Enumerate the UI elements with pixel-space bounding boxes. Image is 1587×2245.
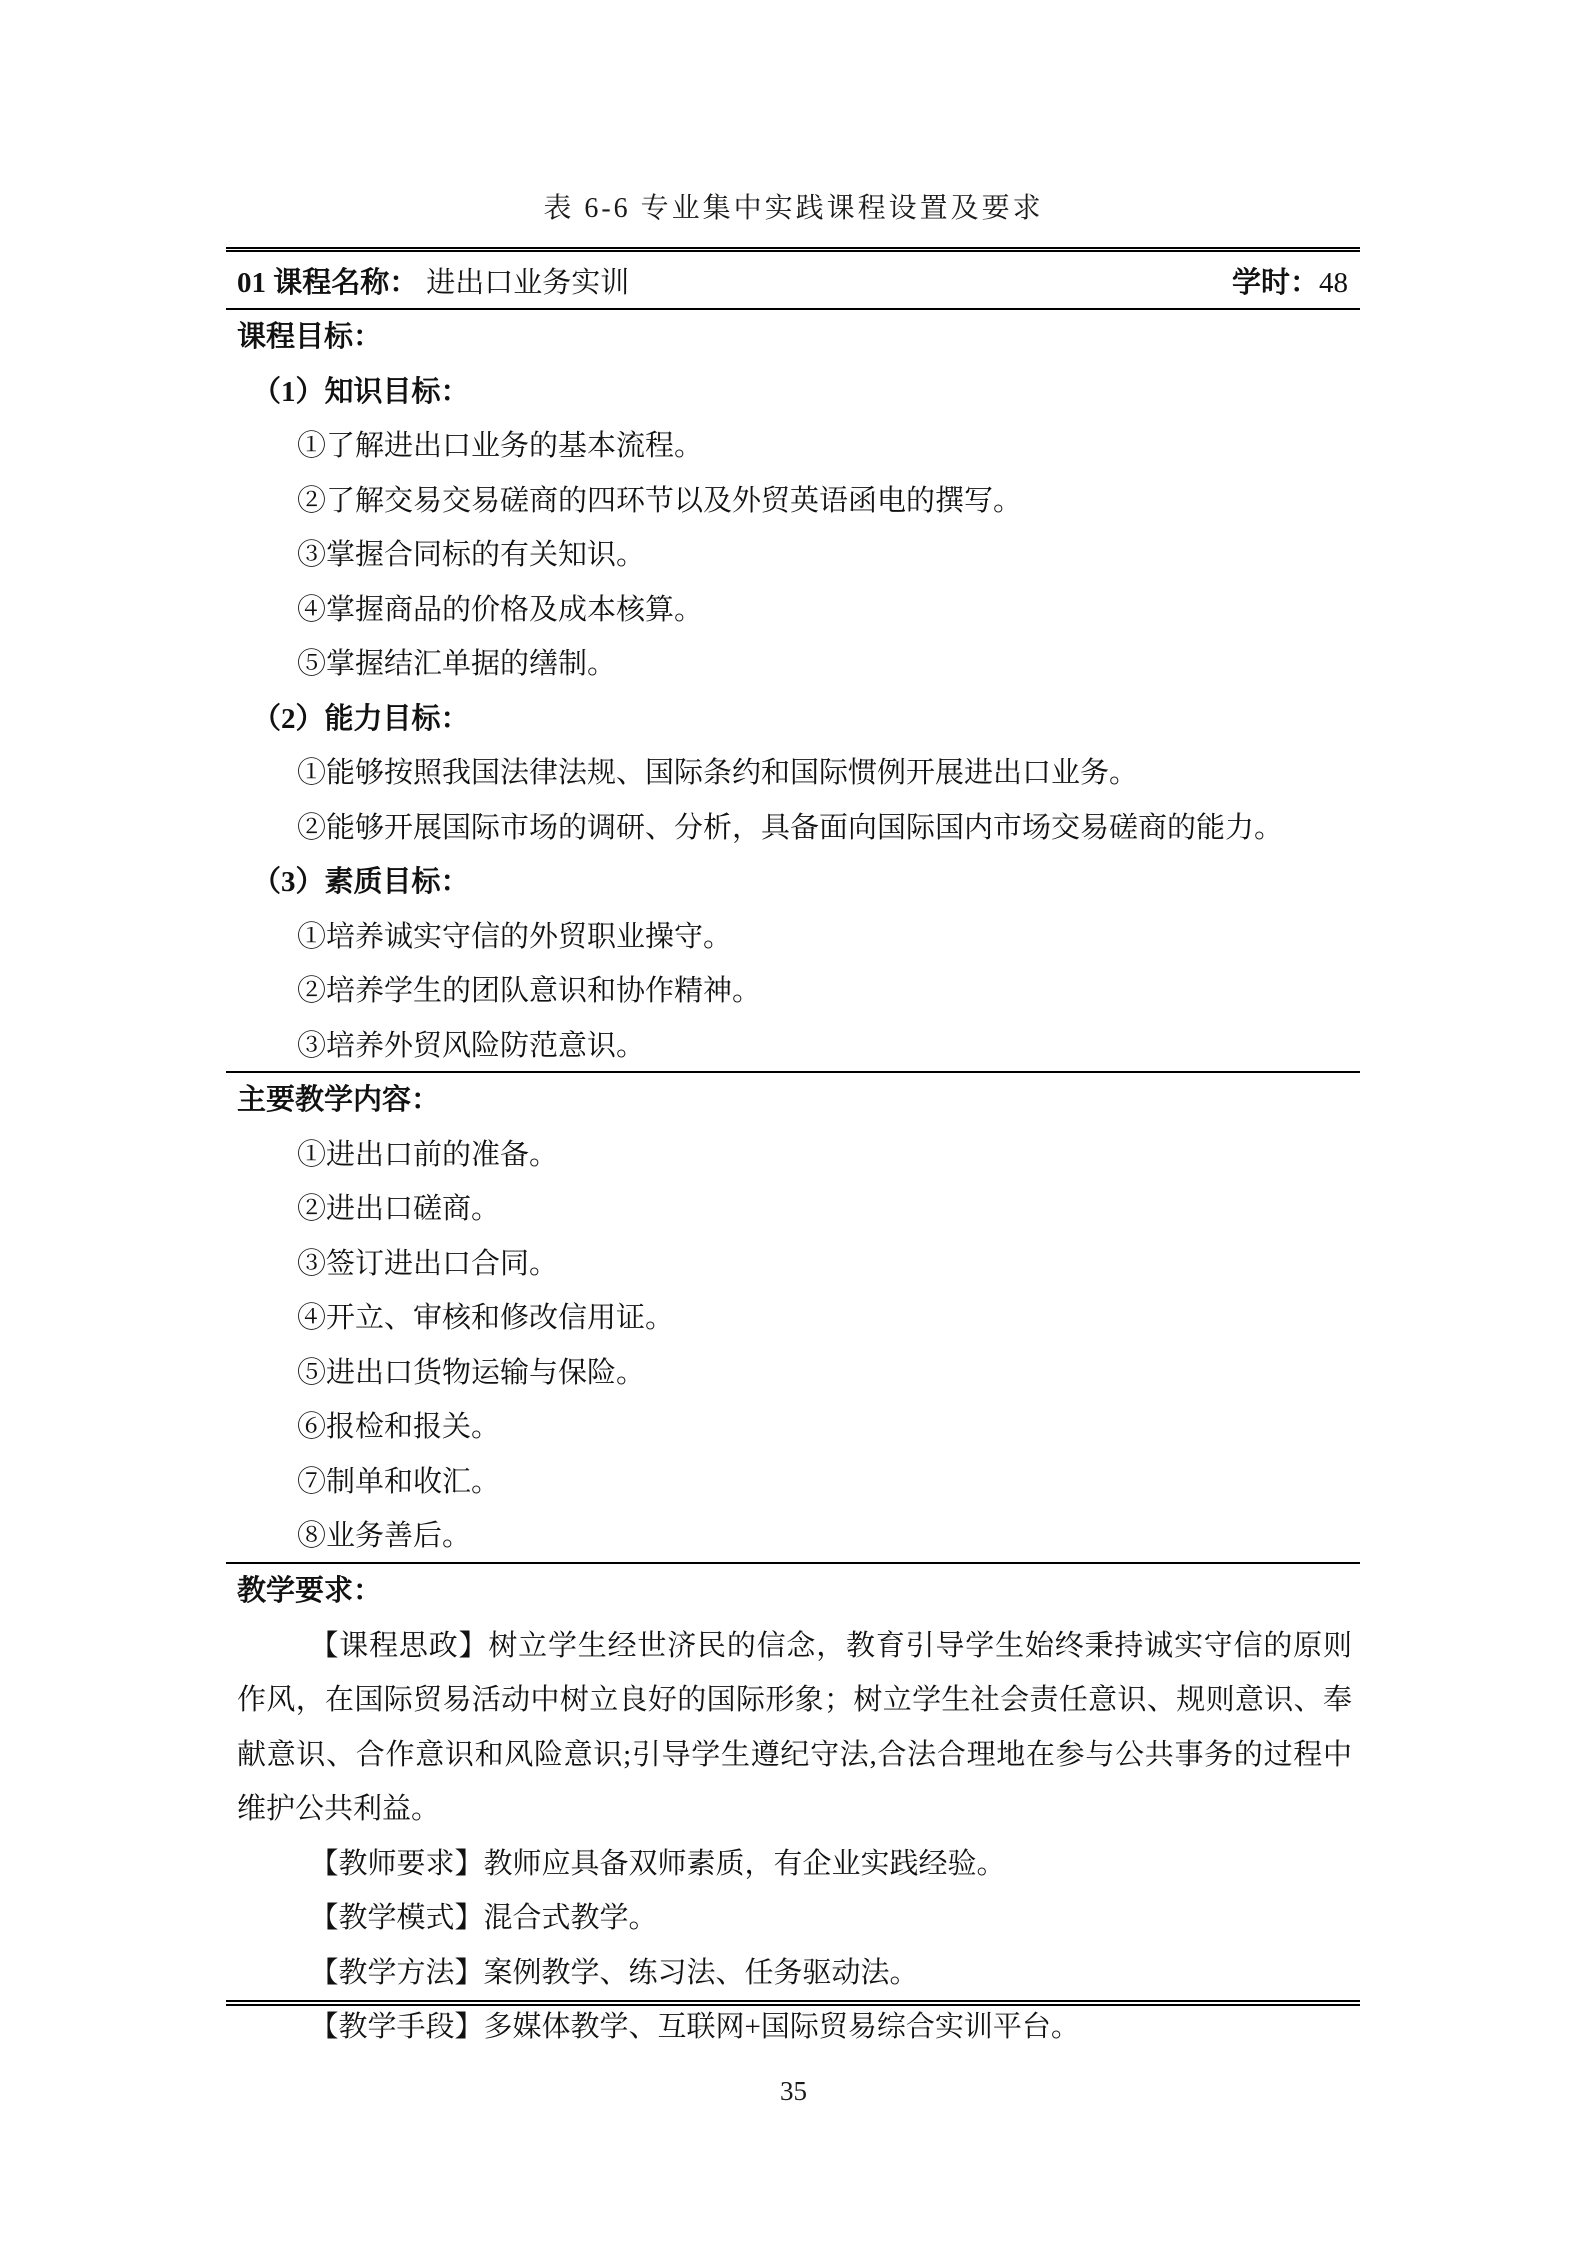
- ability-goal-item: ②能够开展国际市场的调研、分析，具备面向国际国内市场交易磋商的能力。: [297, 811, 1284, 844]
- requirement-paragraph-ideology: 【课程思政】树立学生经世济民的信念，教育引导学生始终秉持诚实守信的原则作风，在国际贸易活动中树立良好的国际形象；树立学生社会责任意识、规则意识、奉献意识、合作意识和风险意识;引导学生遵纪守法,合法合理地在参与公共事务的过程中维护公共利益。: [237, 1629, 1352, 1825]
- hours-label: 学时：: [1231, 266, 1319, 299]
- quality-goals-heading: （3）素质目标：: [252, 866, 470, 898]
- quality-goal-item: ③培养外贸风险防范意识。: [297, 1029, 646, 1062]
- section-teaching-requirements: [226, 1564, 1360, 2043]
- course-name-cell: [237, 260, 629, 301]
- knowledge-goal-item: ②了解交易交易磋商的四环节以及外贸英语函电的撰写。: [297, 484, 1023, 517]
- course-hours-cell: [1232, 260, 1348, 301]
- requirements-section-label: 教学要求：: [237, 1575, 383, 1607]
- content-item: ⑥报检和报关。: [297, 1411, 501, 1443]
- knowledge-goal-item: ①了解进出口业务的基本流程。: [297, 430, 704, 462]
- objectives-section-label: 课程目标：: [237, 321, 383, 353]
- course-table: [226, 247, 1360, 2043]
- content-item: ④开立、审核和修改信用证。: [297, 1302, 675, 1334]
- requirement-paragraph-mode: 【教学模式】混合式教学。: [309, 1902, 658, 1934]
- content-item: ①进出口前的准备。: [297, 1138, 559, 1171]
- knowledge-goal-item: ⑤掌握结汇单据的缮制。: [297, 648, 617, 680]
- knowledge-goal-item: ③掌握合同标的有关知识。: [297, 539, 646, 571]
- quality-goal-item: ①培养诚实守信的外贸职业操守。: [297, 920, 733, 953]
- content-item: ③签订进出口合同。: [297, 1247, 559, 1280]
- content-section-label: 主要教学内容：: [237, 1084, 441, 1116]
- content-item: ②进出口磋商。: [297, 1193, 501, 1225]
- requirement-paragraph-method: 【教学方法】案例教学、练习法、任务驱动法。: [309, 1956, 919, 1989]
- quality-goal-item: ②培养学生的团队意识和协作精神。: [297, 975, 762, 1007]
- requirement-paragraph-teacher: 【教师要求】教师应具备双师素质，有企业实践经验。: [309, 1847, 1006, 1880]
- table-caption: 表 6-6 专业集中实践课程设置及要求: [543, 193, 1044, 224]
- course-number-label: 01 课程名称：: [237, 266, 419, 299]
- hours-value: 48: [1319, 266, 1348, 299]
- content-item: ⑤进出口货物运输与保险。: [297, 1356, 646, 1389]
- ability-goal-item: ①能够按照我国法律法规、国际条约和国际惯例开展进出口业务。: [297, 757, 1139, 789]
- content-item: ⑦制单和收汇。: [297, 1465, 501, 1498]
- content-item: ⑧业务善后。: [297, 1520, 472, 1552]
- page-number: 35: [780, 2076, 807, 2106]
- course-name-value: 进出口业务实训: [426, 266, 630, 299]
- ability-goals-heading: （2）能力目标：: [252, 702, 470, 735]
- knowledge-goal-item: ④掌握商品的价格及成本核算。: [297, 593, 704, 626]
- requirement-paragraph-means: 【教学手段】多媒体教学、互联网+国际贸易综合实训平台。: [309, 2011, 1080, 2043]
- section-teaching-content: [226, 1073, 1360, 1564]
- course-header-row: [226, 252, 1360, 310]
- knowledge-goals-heading: （1）知识目标：: [252, 375, 470, 408]
- section-course-objectives: [226, 310, 1360, 1073]
